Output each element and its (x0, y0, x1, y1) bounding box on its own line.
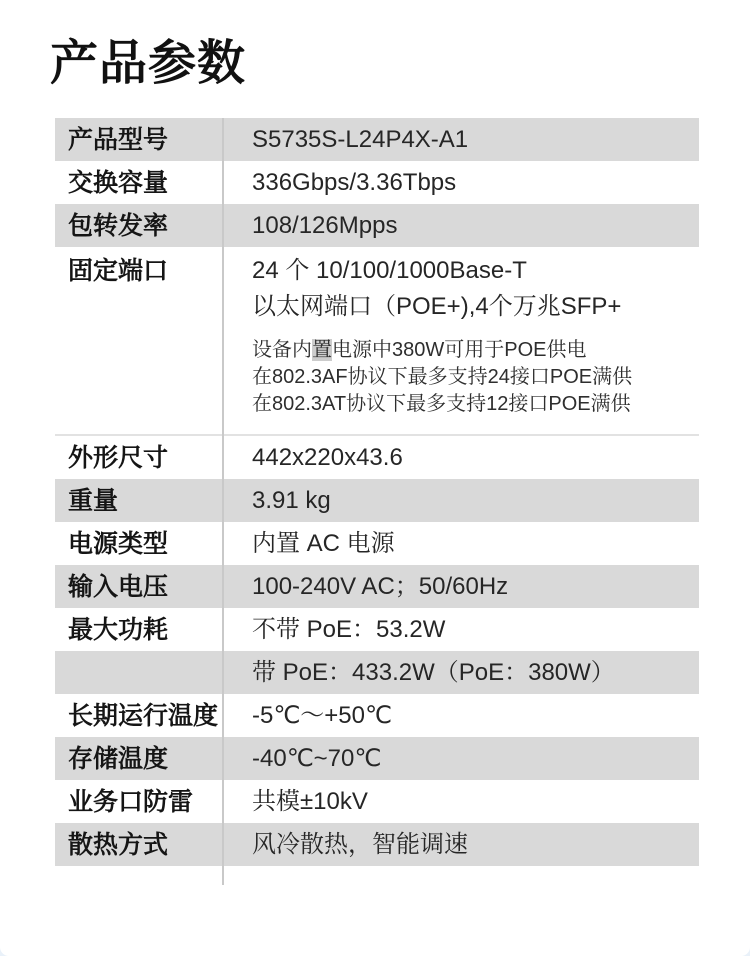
note-text: 在802.3AT协议下最多支持12接口POE满供 (252, 393, 631, 415)
spec-value-line: 3.91 kg (252, 486, 331, 514)
highlighted-character: 置 (312, 339, 332, 361)
spec-value-line: 风冷散热，智能调速 (252, 830, 468, 858)
spec-value (222, 741, 699, 777)
spec-value (222, 165, 699, 201)
spec-value (222, 612, 699, 648)
table-row (55, 565, 699, 608)
spec-note-line (252, 364, 691, 391)
spec-table (55, 118, 699, 866)
table-row (55, 522, 699, 565)
spec-value-line: 336Gbps/3.36Tbps (252, 168, 457, 196)
spec-label: 包转发率 (68, 211, 169, 240)
spec-label: 业务口防雷 (68, 787, 194, 816)
spec-value (222, 208, 699, 244)
spec-label: 存储温度 (68, 744, 169, 773)
spec-value-line: 共模±10kV (252, 787, 368, 815)
spec-value-line: 100-240V AC；50/60Hz (252, 572, 509, 600)
page-title: 产品参数 (50, 37, 247, 90)
spec-note-line (252, 337, 691, 364)
spec-value-line: S5735S-L24P4X-A1 (252, 125, 469, 153)
spec-note-line (252, 391, 691, 418)
spec-value (222, 698, 699, 734)
table-row (55, 694, 699, 737)
spec-label: 散热方式 (68, 830, 169, 859)
table-row (55, 118, 699, 161)
table-row (55, 823, 699, 866)
spec-label: 外形尺寸 (68, 443, 169, 472)
table-row (55, 161, 699, 204)
spec-value (222, 569, 699, 605)
spec-label: 电源类型 (68, 529, 169, 558)
table-row (55, 436, 699, 479)
table-row (55, 651, 699, 694)
spec-value (222, 655, 699, 691)
spec-label: 重量 (68, 486, 119, 515)
table-row (55, 608, 699, 651)
table-row (55, 247, 699, 436)
spec-value (222, 122, 699, 158)
spec-value (222, 827, 699, 863)
table-row (55, 780, 699, 823)
spec-label: 固定端口 (68, 257, 169, 285)
spec-value (222, 253, 699, 418)
spec-value (222, 440, 699, 476)
spec-value-line: 内置 AC 电源 (252, 529, 395, 557)
note-text: 电源中380W可用于POE供电 (332, 339, 587, 361)
spec-value-line: 108/126Mpps (252, 211, 398, 239)
spec-value (222, 483, 699, 519)
spec-note-block (252, 337, 691, 418)
spec-label: 输入电压 (68, 572, 169, 601)
spec-value-line: 以太网端口（POE+),4个万兆SFP+ (252, 293, 622, 320)
table-row (55, 204, 699, 247)
spec-label: 交换容量 (68, 168, 169, 197)
table-row (55, 737, 699, 780)
spec-value-line: -40℃~70℃ (252, 744, 382, 772)
spec-value-line: -5℃～+50℃ (252, 701, 392, 729)
column-divider-line (222, 118, 224, 885)
spec-value-line: 24 个 10/100/1000Base-T (252, 257, 527, 284)
spec-label: 产品型号 (68, 125, 169, 154)
spec-value (222, 526, 699, 562)
spec-value (222, 784, 699, 820)
spec-value-line: 442x220x43.6 (252, 443, 403, 471)
note-text: 在802.3AF协议下最多支持24接口POE满供 (252, 366, 633, 388)
table-row (55, 479, 699, 522)
spec-label: 最大功耗 (68, 615, 169, 644)
spec-label: 长期运行温度 (68, 701, 219, 730)
note-text: 设备内 (252, 339, 312, 361)
spec-value-line: 不带 PoE：53.2W (252, 615, 446, 643)
spec-value-line: 带 PoE：433.2W（PoE：380W） (252, 658, 615, 686)
